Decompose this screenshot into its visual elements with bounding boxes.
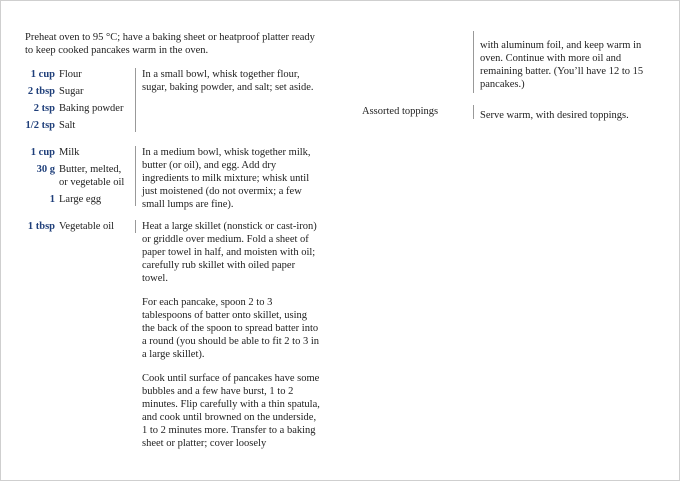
ingredient-qty: 1 [49,194,55,205]
ingredient-list [25,146,135,206]
ingredient-row [25,119,135,132]
ingredient-name: Baking powder [59,103,124,114]
toppings-ingredient: Assorted toppings [362,106,439,117]
step-text: In a small bowl, whisk together flour, sugar, baking powder, and salt; set aside. [142,69,314,93]
ingredient-qty: 1 cup [30,69,55,80]
step-text: In a medium bowl, whisk together milk, butter (or oil), and egg. Add dry ingredients to milk mixture; whisk until just moistened (do not overmix; a few small lumps are fine). [142,147,311,210]
continued-step-text: with aluminum foil, and keep warm in oven. Continue with more oil and remaining batter. (You’ll have 12 to 15 pancakes.) [480,40,644,90]
step-column [135,220,322,449]
toppings-step-text: Serve warm, with desired toppings. [480,110,629,121]
step-column [473,105,650,119]
ingredient-name: Salt [59,120,76,131]
ingredient-name: Large egg [59,194,102,205]
left-column [25,31,325,449]
ingredient-name: Vegetable oil [59,221,115,232]
step-column [135,68,322,132]
wet-ingredients-group [25,146,325,210]
step-text: Cook until surface of pancakes have some bubbles and a few have burst, 1 to 2 minutes. Flip carefully with a thin spatula, and cook until browned on the underside, 1 to 2 minutes more. Transfer to a baking sheet or platter; cover loosely [142,373,320,449]
step-column [135,146,322,210]
ingredient-row [25,220,135,233]
continued-step-row [331,31,661,93]
ingredient-row [25,68,135,81]
intro-text: Preheat oven to 95 °C; have a baking sheet or heatproof platter ready to keep cooked pancakes warm in the oven. [25,32,315,56]
cooking-group [25,220,325,449]
ingredient-name: Milk [59,147,80,158]
ingredient-row [25,193,135,206]
ingredient-row [25,163,135,189]
toppings-row [331,105,661,121]
ingredient-list [25,68,135,132]
ingredient-qty: 30 g [36,164,55,175]
ingredient-name: Flour [59,69,82,80]
ingredient-qty: 1 tbsp [27,221,55,232]
ingredient-qty: 1/2 tsp [25,120,55,131]
ingredient-row [25,146,135,159]
ingredient-qty: 1 cup [30,147,55,158]
step-text: Heat a large skillet (nonstick or cast-iron) or griddle over medium. Fold a sheet of paper towel in half, and moisten with oil; carefully rub skillet with oiled paper towel. [142,221,317,284]
right-column [331,31,661,121]
ingredient-name: Butter, melted, or vegetable oil [59,164,125,188]
step-column [473,31,650,93]
dry-ingredients-group [25,68,325,132]
ingredient-name: Sugar [59,86,84,97]
step-text: For each pancake, spoon 2 to 3 tablespoons of batter onto skillet, using the back of the spoon to spread batter into a round (you should be able to fit 2 to 3 in a large skillet). [142,297,320,360]
ingredient-qty: 2 tsp [33,103,55,114]
ingredient-row [25,102,135,115]
ingredient-row [25,85,135,98]
ingredient-qty: 2 tbsp [27,86,55,97]
ingredient-list [25,220,135,233]
